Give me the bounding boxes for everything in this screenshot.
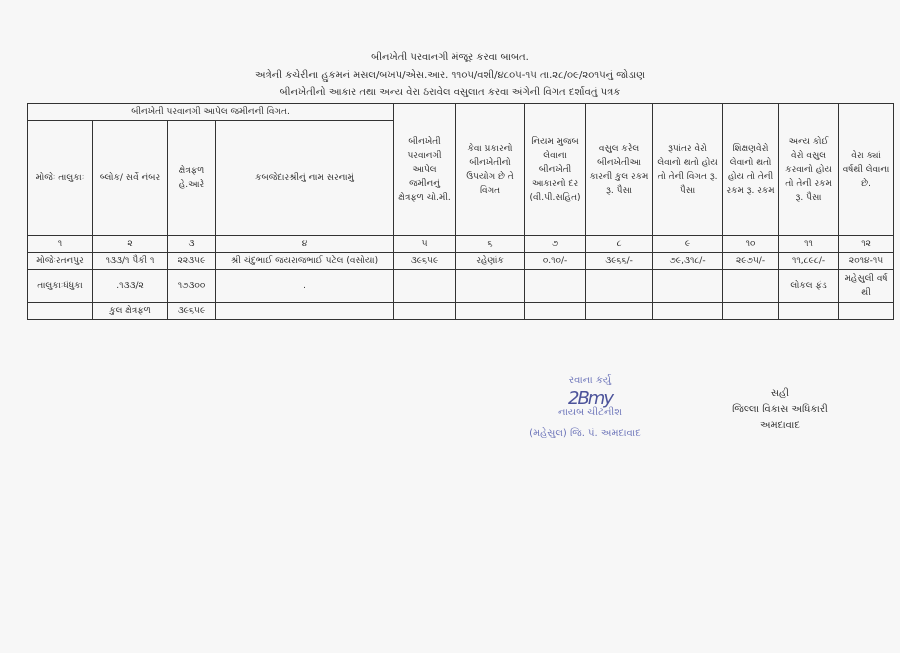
cell-empty <box>653 270 723 303</box>
order-reference: અત્રેની કચેરીના હુકમનં મસલ/બખપ/એસ.આર. ૧૧૦૫/વશી/૪૮૦૫-૧૫ તા.૨૮/૦૯/૨૦૧૫નું જોડાણ <box>255 70 645 81</box>
group-header: બીનખેતી પરવાનગી આપેલ જમીનની વિગત. <box>28 104 394 121</box>
total-value: ૩૯૬૫૯ <box>168 303 216 320</box>
header-education: શિક્ષણવેરો લેવાનો થતો હોય તો તેની રકમ રૂ. રકમ <box>723 104 779 236</box>
total-row <box>28 303 894 320</box>
cell-block: ૧૩૩/૧ પૈકી ૧ <box>93 253 168 270</box>
header-block: બ્લોક/ સર્વે નંબર <box>93 121 168 236</box>
cell-empty <box>456 303 525 320</box>
cell-mouje: મોજેઃરતનપુર <box>28 253 93 270</box>
header-na-area: બીનખેતી પરવાનગી આપેલ જમીનનું ક્ષેત્રફળ ચો.મી. <box>394 104 456 236</box>
cell-fund: લોકલ ફંડ <box>779 270 839 303</box>
header-holder: કબજેદારશ્રીનું નામ સરનામું <box>216 121 394 236</box>
handwritten-signature: 2Bmy <box>568 388 612 409</box>
cell-empty <box>723 270 779 303</box>
cell-empty <box>839 303 894 320</box>
dispatch-stamp <box>505 375 675 439</box>
column-number: ૧ <box>28 236 93 253</box>
header-area: ક્ષેત્રફળ હે.આરે <box>168 121 216 236</box>
header-purpose: કેવા પ્રકારનો બીનખેતીનો ઉપયોગ છે તે વિગત <box>456 104 525 236</box>
signature-label: સહી <box>770 388 790 399</box>
cell-holder: શ્રી ચંદુભાઈ જયરાજભાઈ પટેલ (વસોયા) <box>216 253 394 270</box>
header-year: વેરા ક્યાં વર્ષથી લેવાના છે. <box>839 104 894 236</box>
cell-empty <box>525 270 586 303</box>
header-amount: વસુલ કરેલ બીનખેતીઆ કારની કુલ રકમ રૂ. પૈસા <box>586 104 653 236</box>
cell-taluka: તાલુકાઃધંધુકા <box>28 270 93 303</box>
cell-empty <box>653 303 723 320</box>
column-number: ૧૨ <box>839 236 894 253</box>
column-number: ૨ <box>93 236 168 253</box>
stamp-dispatched-label: રવાના કર્યુ <box>568 375 612 386</box>
statement-subtitle: બીનખેતીનો આકાર તથા અન્ય વેરા ઠરાવેલ વસુલાત કરવા અંગેની વિગત દર્શાવતું પત્રક <box>279 87 621 98</box>
column-number: ૫ <box>394 236 456 253</box>
cell-block: .૧૩૩/૨ <box>93 270 168 303</box>
cell-conversion: ૭૯,૩૧૮/- <box>653 253 723 270</box>
cell-empty <box>394 303 456 320</box>
cell-purpose: રહેણાંક <box>456 253 525 270</box>
signatory-designation: જિલ્લા વિકાસ અધિકારી <box>732 404 828 415</box>
header-mouje: મોજેઃ તાલુકાઃ <box>28 121 93 236</box>
column-number: ૬ <box>456 236 525 253</box>
column-number: ૯ <box>653 236 723 253</box>
cell-empty <box>525 303 586 320</box>
cell-empty <box>216 303 394 320</box>
column-number: ૭ <box>525 236 586 253</box>
signatory-location: અમદાવાદ <box>760 420 800 431</box>
signatory-block <box>730 386 830 434</box>
cell-empty <box>456 270 525 303</box>
cell-empty <box>779 303 839 320</box>
header-conversion: રૂપાંતર વેરો લેવાનો થતો હોય તો તેની વિગત રૂ. પૈસા <box>653 104 723 236</box>
cell-area: ૨૨૩૫૯ <box>168 253 216 270</box>
column-number: ૮ <box>586 236 653 253</box>
cell-empty <box>586 303 653 320</box>
cell-na-area: ૩૯૬૫૯ <box>394 253 456 270</box>
table-row <box>28 270 894 303</box>
header-other-tax: અન્ય કોઈ વેરો વસુલ કરવાનો હોય તો તેની રકમ રૂ. પૈસા <box>779 104 839 236</box>
cell-education: ૨૯૭૫/- <box>723 253 779 270</box>
cell-empty <box>28 303 93 320</box>
table-row <box>28 253 894 270</box>
column-number: ૧૦ <box>723 236 779 253</box>
column-number: ૧૧ <box>779 236 839 253</box>
document-title: બીનખેતી પરવાનગી મંજૂર કરવા બાબત. <box>371 52 529 63</box>
column-number-row <box>28 236 894 253</box>
column-number: ૩ <box>168 236 216 253</box>
cell-empty <box>394 270 456 303</box>
cell-empty <box>586 270 653 303</box>
cell-holder: . <box>216 270 394 303</box>
stamp-officer-title: નાયબ ચીટનીશ <box>558 407 622 418</box>
header-rate: નિયમ મુજબ લેવાના બીનખેતી આકારનો દર (વી.પી.સહિત) <box>525 104 586 236</box>
cell-year-note: મહેસુલી વર્ષ થી <box>839 270 894 303</box>
cell-year: ૨૦૧૪-૧૫ <box>839 253 894 270</box>
cell-other-tax: ૧૧,૮૯૮/- <box>779 253 839 270</box>
cell-rate: ૦.૧૦/- <box>525 253 586 270</box>
cell-amount: ૩૯૬૬/- <box>586 253 653 270</box>
cell-empty <box>723 303 779 320</box>
total-label: કુલ ક્ષેત્રફળ <box>93 303 168 320</box>
column-number: ૪ <box>216 236 394 253</box>
stamp-department: (મહેસુલ) જિ. પં. અમદાવાદ <box>529 428 641 439</box>
land-details-table <box>27 103 894 320</box>
cell-area: ૧૭૩૦૦ <box>168 270 216 303</box>
